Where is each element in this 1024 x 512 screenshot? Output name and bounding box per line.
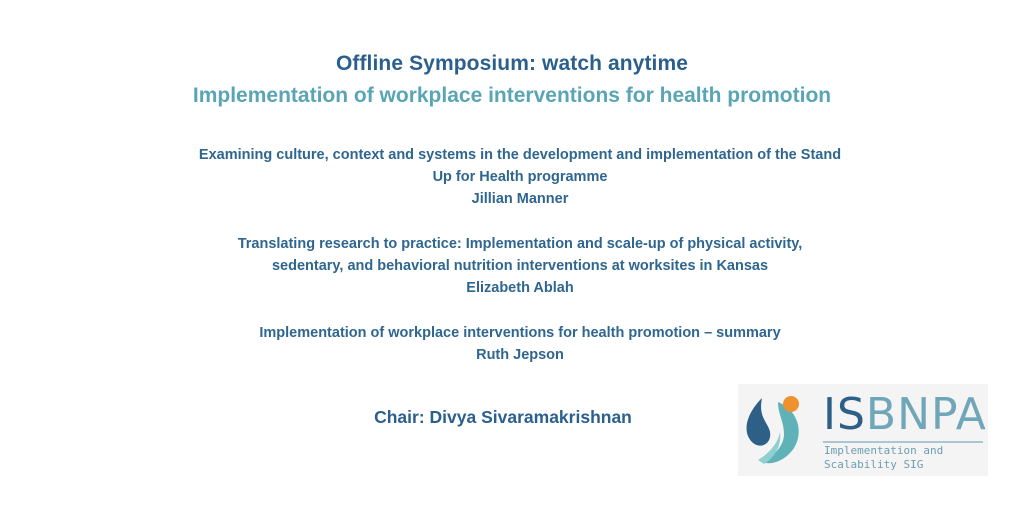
logo-divider: [823, 441, 983, 443]
page-subtitle: Implementation of workplace interventions for health promotion: [192, 84, 832, 107]
talk-speaker: Jillian Manner: [471, 191, 569, 207]
talk-item: [120, 144, 920, 210]
talk-title-line: Up for Health programme: [432, 169, 608, 185]
talk-title-line: sedentary, and behavioral nutrition interventions at worksites in Kansas: [271, 258, 769, 274]
talk-title-line: Translating research to practice: Implementation and scale-up of physical activity,: [237, 236, 803, 252]
talk-title-line: Examining culture, context and systems in the development and implementation of the Stand: [198, 147, 842, 163]
talk-speaker: Elizabeth Ablah: [466, 280, 574, 296]
talk-speaker: Ruth Jepson: [476, 347, 564, 363]
isbnpa-swirl-icon: [738, 384, 818, 476]
logo-wordmark: ISBNPA: [823, 389, 987, 440]
page-title: Offline Symposium: watch anytime: [335, 52, 689, 75]
isbnpa-logo: [738, 384, 988, 476]
talk-title-line: Implementation of workplace interventions for health promotion – summary: [259, 325, 781, 341]
logo-caption: Implementation and Scalability SIG: [824, 444, 944, 471]
chair-label: Chair: Divya Sivaramakrishnan: [374, 407, 632, 427]
talk-item: [120, 322, 920, 366]
talk-item: [120, 233, 920, 299]
